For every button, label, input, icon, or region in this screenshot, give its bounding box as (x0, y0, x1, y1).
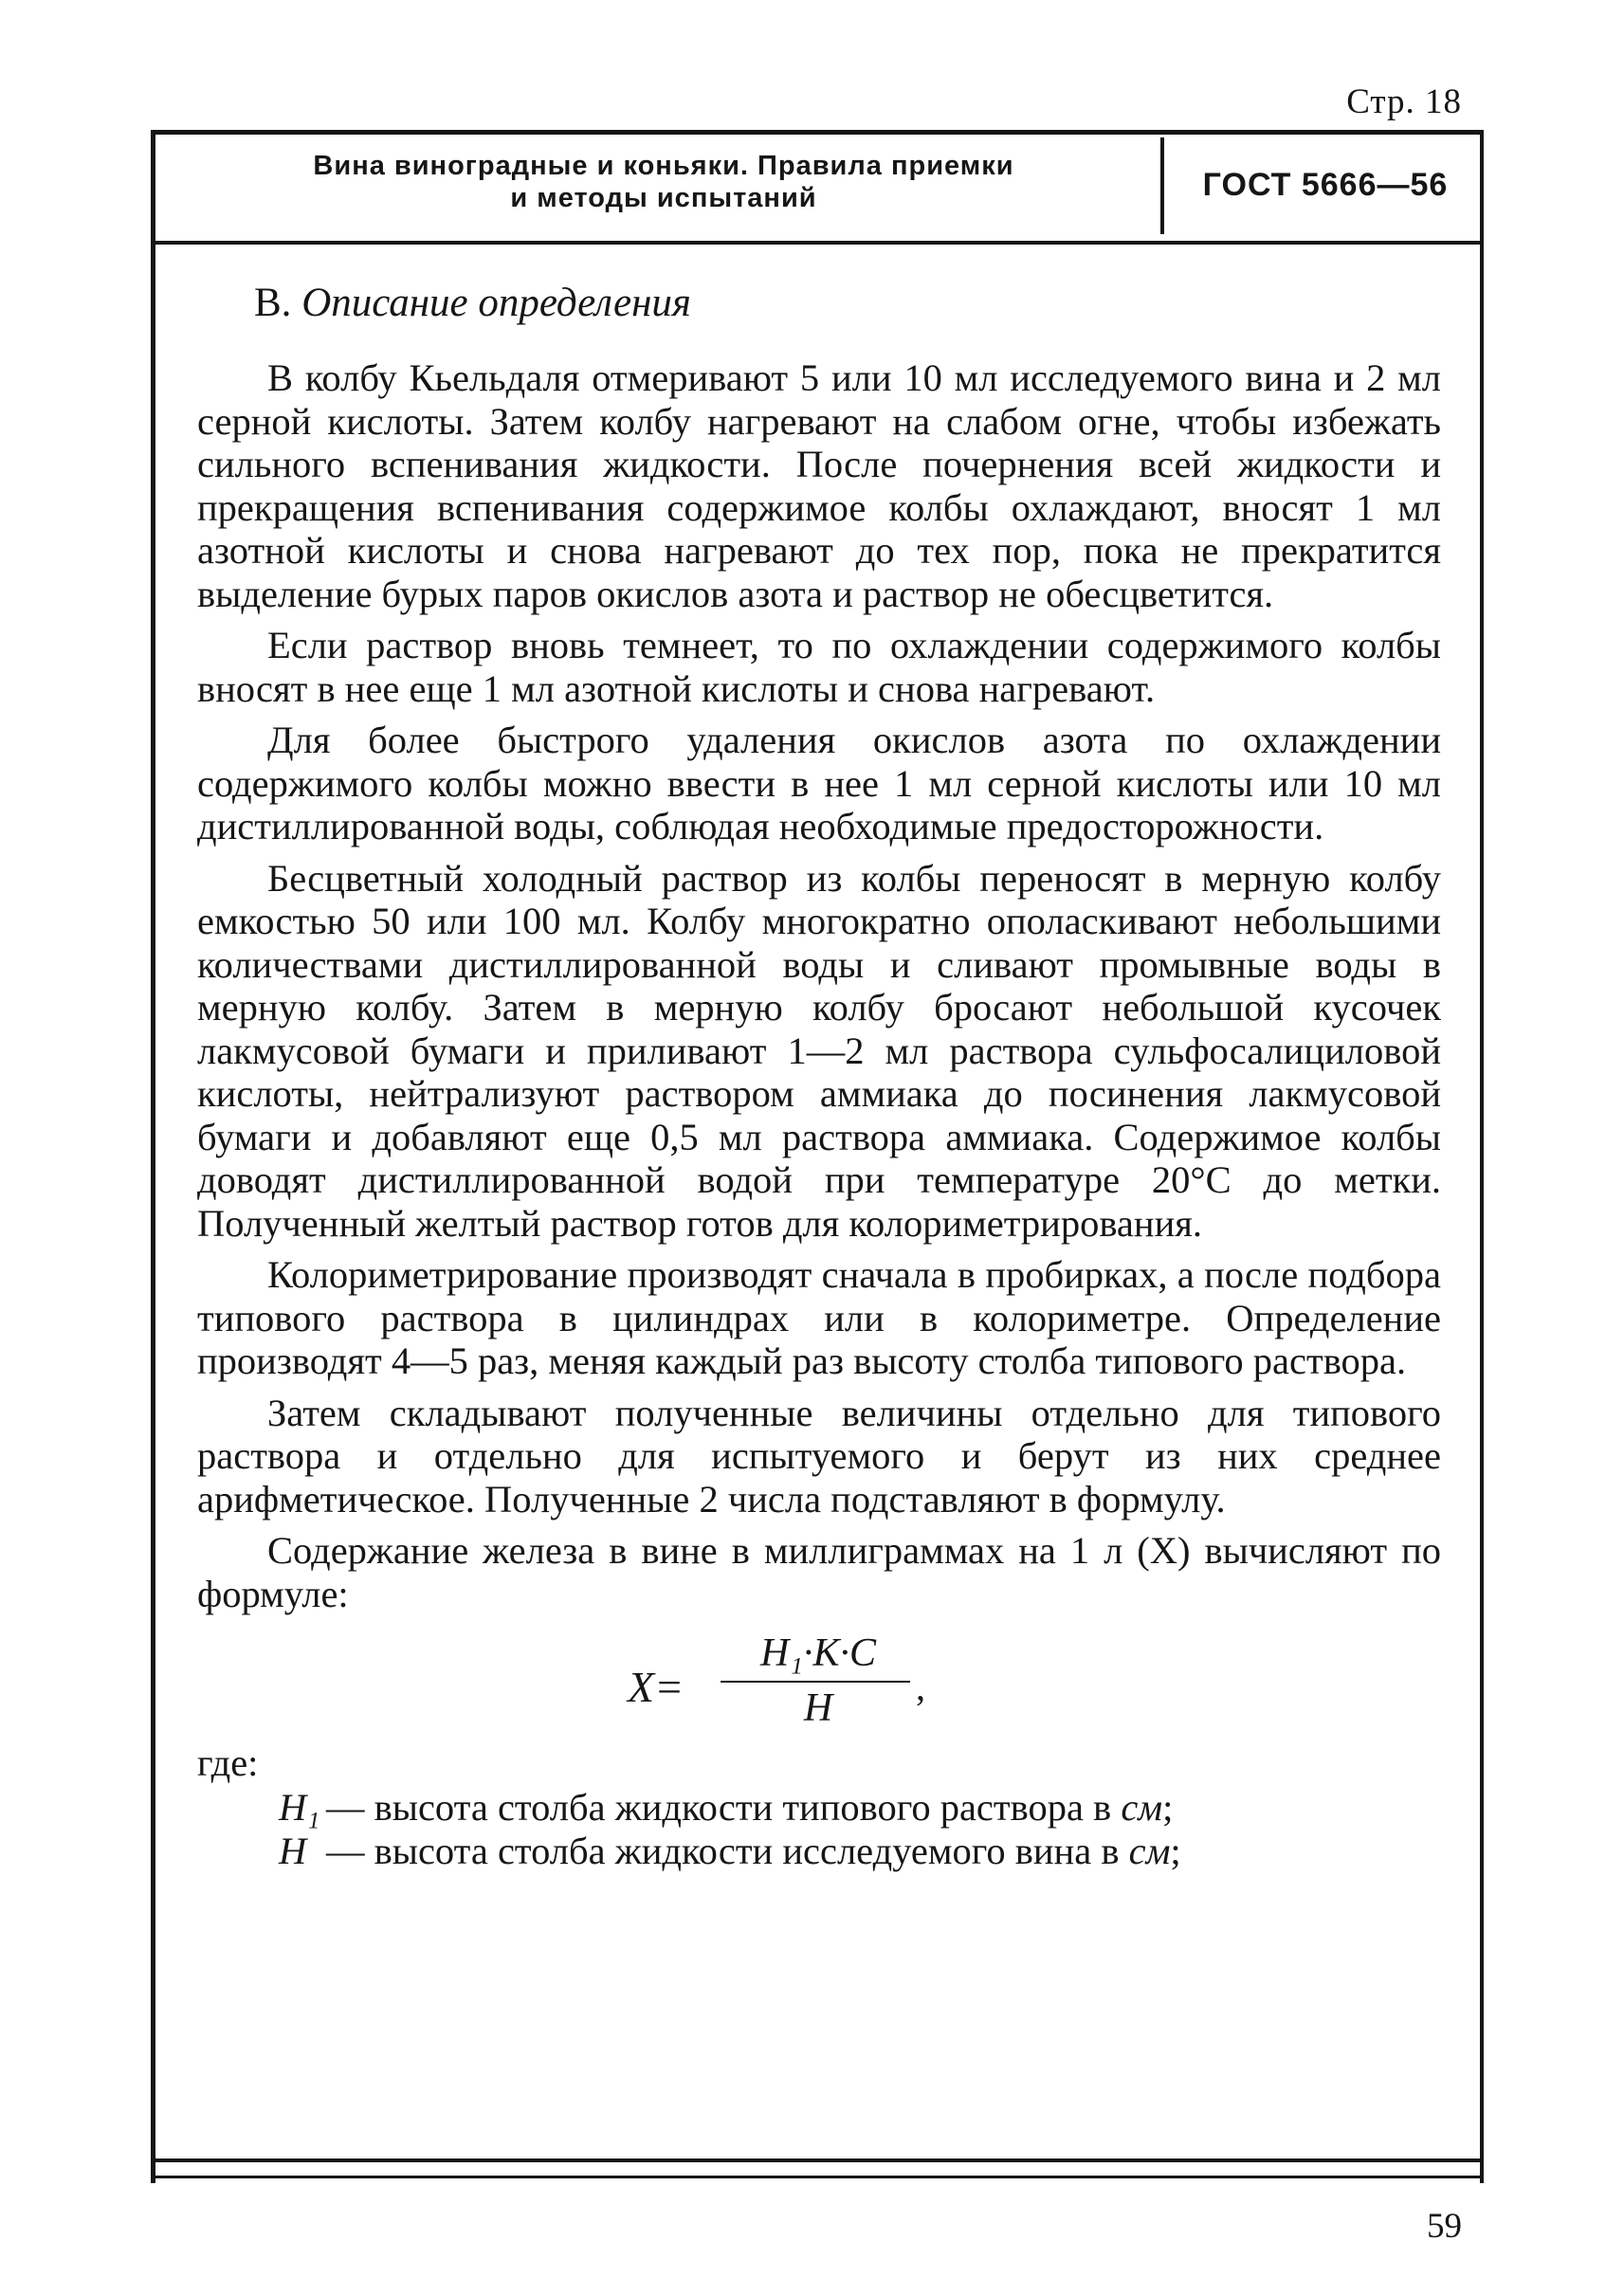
page-label-top: Стр. 18 (1346, 82, 1462, 121)
paragraph: Содержание железа в вине в миллиграммах на 1 л (X) вычисляют по формуле: (197, 1529, 1441, 1615)
paragraph: Для более быстрого удаления окислов азота по охлаждении содержимого колбы можно ввести в нее 1 мл серной кислоты или 10 мл дистиллированной воды, соблюдая необходимые предосторожности. (197, 719, 1441, 847)
legend-text: — высота столба жидкости исследуемого вина в (326, 1830, 1129, 1872)
legend-unit: см (1121, 1786, 1163, 1829)
legend-item (279, 1830, 1441, 1873)
document-title-line1: Вина виноградные и коньяки. Правила приемки (313, 151, 1014, 181)
section-letter: В. (254, 281, 292, 325)
paragraph: Колориметрирование производят сначала в пробирках, а после подбора типового раствора в цилиндрах или в колориметре. Определение производят 4—5 раз, меняя каждый раз высоту столба типового раствора. (197, 1253, 1441, 1382)
page-number-bottom: 59 (1427, 2207, 1462, 2246)
formula-lhs: X= (628, 1663, 684, 1711)
formula-comma: , (916, 1666, 925, 1708)
legend-text: — высота столба жидкости типового раствора в (326, 1786, 1122, 1829)
document-title (190, 150, 1138, 214)
legend-end: ; (1162, 1786, 1174, 1829)
document-title-line2: и методы испытаний (510, 183, 817, 213)
formula-numerator: H₁·K·C (760, 1631, 876, 1675)
legend-unit: см (1128, 1830, 1171, 1872)
where-label: где: (197, 1741, 259, 1784)
paragraph: Бесцветный холодный раствор из колбы переносят в мерную колбу емкостью 50 или 100 мл. Колбу многократно ополаскивают небольшими количествами дистиллированной воды и сливают промывные воды в мерную колбу. Затем в мерную колбу бросают небольшой кусочек лакмусовой бумаги и приливают 1—2 мл раствора сульфосалициловой кислоты, нейтрализуют раствором аммиака до посинения лакмусовой бумаги и добавляют еще 0,5 мл раствора аммиака. Содержимое колбы доводят дистиллированной водой при температуре 20°С до метки. Полученный желтый раствор готов для колориметрирования. (197, 856, 1441, 1245)
standard-code: ГОСТ 5666—56 (1202, 167, 1449, 203)
paragraph: Затем складывают полученные величины отдельно для типового раствора и отдельно для испытуемого и берут из них среднее арифметическое. Полученные 2 числа подставляют в формулу. (197, 1391, 1441, 1521)
footer-rule-upper (151, 2158, 1484, 2162)
paragraph: В колбу Кьельдаля отмеривают 5 или 10 мл исследуемого вина и 2 мл серной кислоты. Затем колбу нагревают на слабом огне, чтобы избежать сильного вспенивания жидкости. После почернения всей жидкости и прекращения вспенивания содержимое колбы охлаждают, вносят 1 мл азотной кислоты и снова нагревают до тех пор, пока не прекратится выделение бурых паров окислов азота и раствор не обесцветится. (197, 356, 1441, 615)
footer-rule-lower (151, 2176, 1484, 2178)
header-divider (1160, 137, 1164, 234)
formula-denominator: H (803, 1686, 833, 1730)
legend-end: ; (1170, 1830, 1181, 1872)
section-title: Описание определения (301, 281, 691, 325)
section-heading (254, 275, 1441, 332)
formula-fraction-bar (721, 1681, 910, 1683)
header-bottom-rule (151, 241, 1484, 245)
paragraph: Если раствор вновь темнеет, то по охлаждении содержимого колбы вносят в нее еще 1 мл азотной кислоты и снова нагревают. (197, 624, 1441, 710)
legend-symbol: H (279, 1830, 307, 1872)
iron-formula (197, 1629, 1441, 1740)
page-content (197, 275, 1441, 1873)
legend-item (279, 1786, 1441, 1830)
legend-symbol: H₁ (279, 1786, 320, 1829)
